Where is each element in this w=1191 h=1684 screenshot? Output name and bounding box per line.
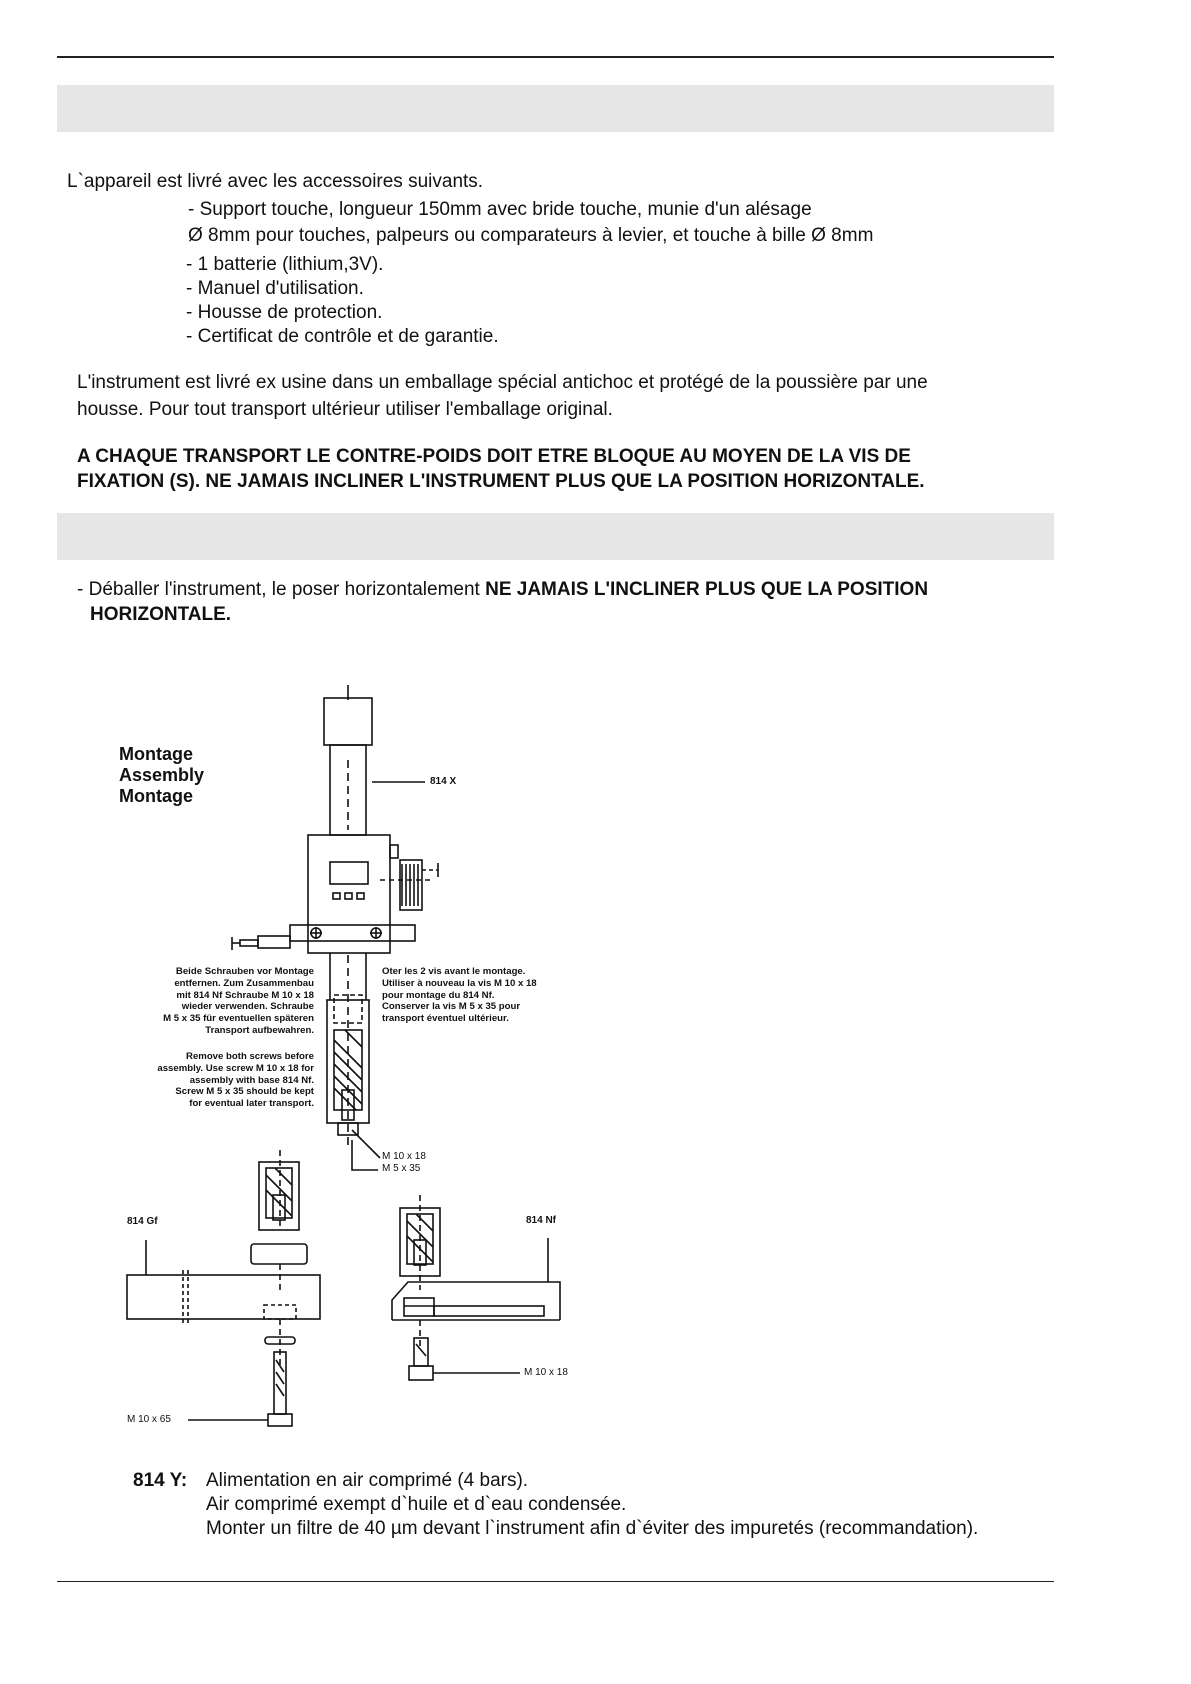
accessory-item: - 1 batterie (lithium,3V). [186, 254, 384, 275]
unpack-step-line2: HORIZONTALE. [90, 604, 232, 625]
note-french: Oter les 2 vis avant le montage. Utiliser à nouveau la vis M 10 x 18 pour montage du 814 Nf. Conserver la vis M 5 x 35 pour transport éventuel ultérieur. [382, 966, 537, 1025]
label-screw-m10x18: M 10 x 18 [382, 1151, 426, 1162]
base-814gf [127, 1275, 320, 1319]
label-814gf: 814 Gf [127, 1216, 158, 1227]
unpack-step-normal: - Déballer l'instrument, le poser horizontalement [77, 579, 486, 600]
screw-m10x18 [414, 1338, 428, 1366]
figure-title [119, 744, 204, 807]
accessory-item: - Housse de protection. [186, 302, 383, 323]
probe-holder [258, 936, 290, 948]
button [333, 893, 340, 899]
air-supply-line: Alimentation en air comprimé (4 bars). [206, 1470, 529, 1491]
note-german: Beide Schrauben vor Montage entfernen. Zum Zusammenbau mit 814 Nf Schraube M 10 x 18 wieder verwenden. Schraube M 5 x 35 für eventuellen späteren Transport aufbewahren. [163, 966, 314, 1036]
transport-warning-line: A CHAQUE TRANSPORT LE CONTRE-POIDS DOIT ETRE BLOQUE AU MOYEN DE LA VIS DE [77, 446, 911, 467]
button [345, 893, 352, 899]
base-814nf [392, 1282, 560, 1320]
unpack-step-warning: NE JAMAIS L'INCLINER PLUS QUE LA POSITION [485, 579, 929, 600]
label-814nf: 814 Nf [526, 1215, 557, 1226]
display-window [330, 862, 368, 884]
knob-stem [390, 845, 398, 858]
label-m10x18: M 10 x 18 [524, 1367, 568, 1378]
air-supply-label: 814 Y: [133, 1470, 188, 1491]
accessory-item: - Certificat de contrôle et de garantie. [186, 326, 499, 347]
figure-title-line: Montage [119, 786, 193, 806]
label-814x: 814 X [430, 776, 457, 787]
delivery-paragraph-line: L'instrument est livré ex usine dans un emballage spécial antichoc et protégé de la poussière par une [77, 372, 928, 393]
label-m10x65: M 10 x 65 [127, 1414, 171, 1425]
screw-head [409, 1366, 433, 1380]
label-screw-m5x35: M 5 x 35 [382, 1163, 421, 1174]
leader-m10x18 [352, 1130, 380, 1158]
air-supply-line: Monter un filtre de 40 µm devant l`instrument afin d`éviter des impuretés (recommandation). [206, 1518, 979, 1539]
figure-title-line: Montage [119, 744, 193, 764]
transport-warning-line: FIXATION (S). NE JAMAIS INCLINER L'INSTRUMENT PLUS QUE LA POSITION HORIZONTALE. [77, 471, 925, 492]
accessory-item: - Support touche, longueur 150mm avec bride touche, munie d'un alésage [188, 199, 812, 220]
button [357, 893, 364, 899]
delivery-paragraph-line: housse. Pour tout transport ultérieur utiliser l'emballage original. [77, 399, 613, 420]
intro-text: L`appareil est livré avec les accessoires suivants. [67, 171, 484, 192]
adapter-ring [251, 1244, 307, 1264]
probe-tip [240, 940, 258, 946]
figure-title-line: Assembly [119, 765, 205, 785]
accessory-item: Ø 8mm pour touches, palpeurs ou comparateurs à levier, et touche à bille Ø 8mm [188, 225, 874, 246]
screw-head [268, 1414, 292, 1426]
leader-m5x35 [352, 1140, 378, 1170]
note-english: Remove both screws before assembly. Use screw M 10 x 18 for assembly with base 814 Nf. Screw M 5 x 35 should be kept for eventual later transport. [157, 1051, 314, 1110]
accessory-item: - Manuel d'utilisation. [186, 278, 364, 299]
column-top-cap [324, 698, 372, 745]
air-supply-line: Air comprimé exempt d`huile et d`eau condensée. [206, 1494, 627, 1515]
